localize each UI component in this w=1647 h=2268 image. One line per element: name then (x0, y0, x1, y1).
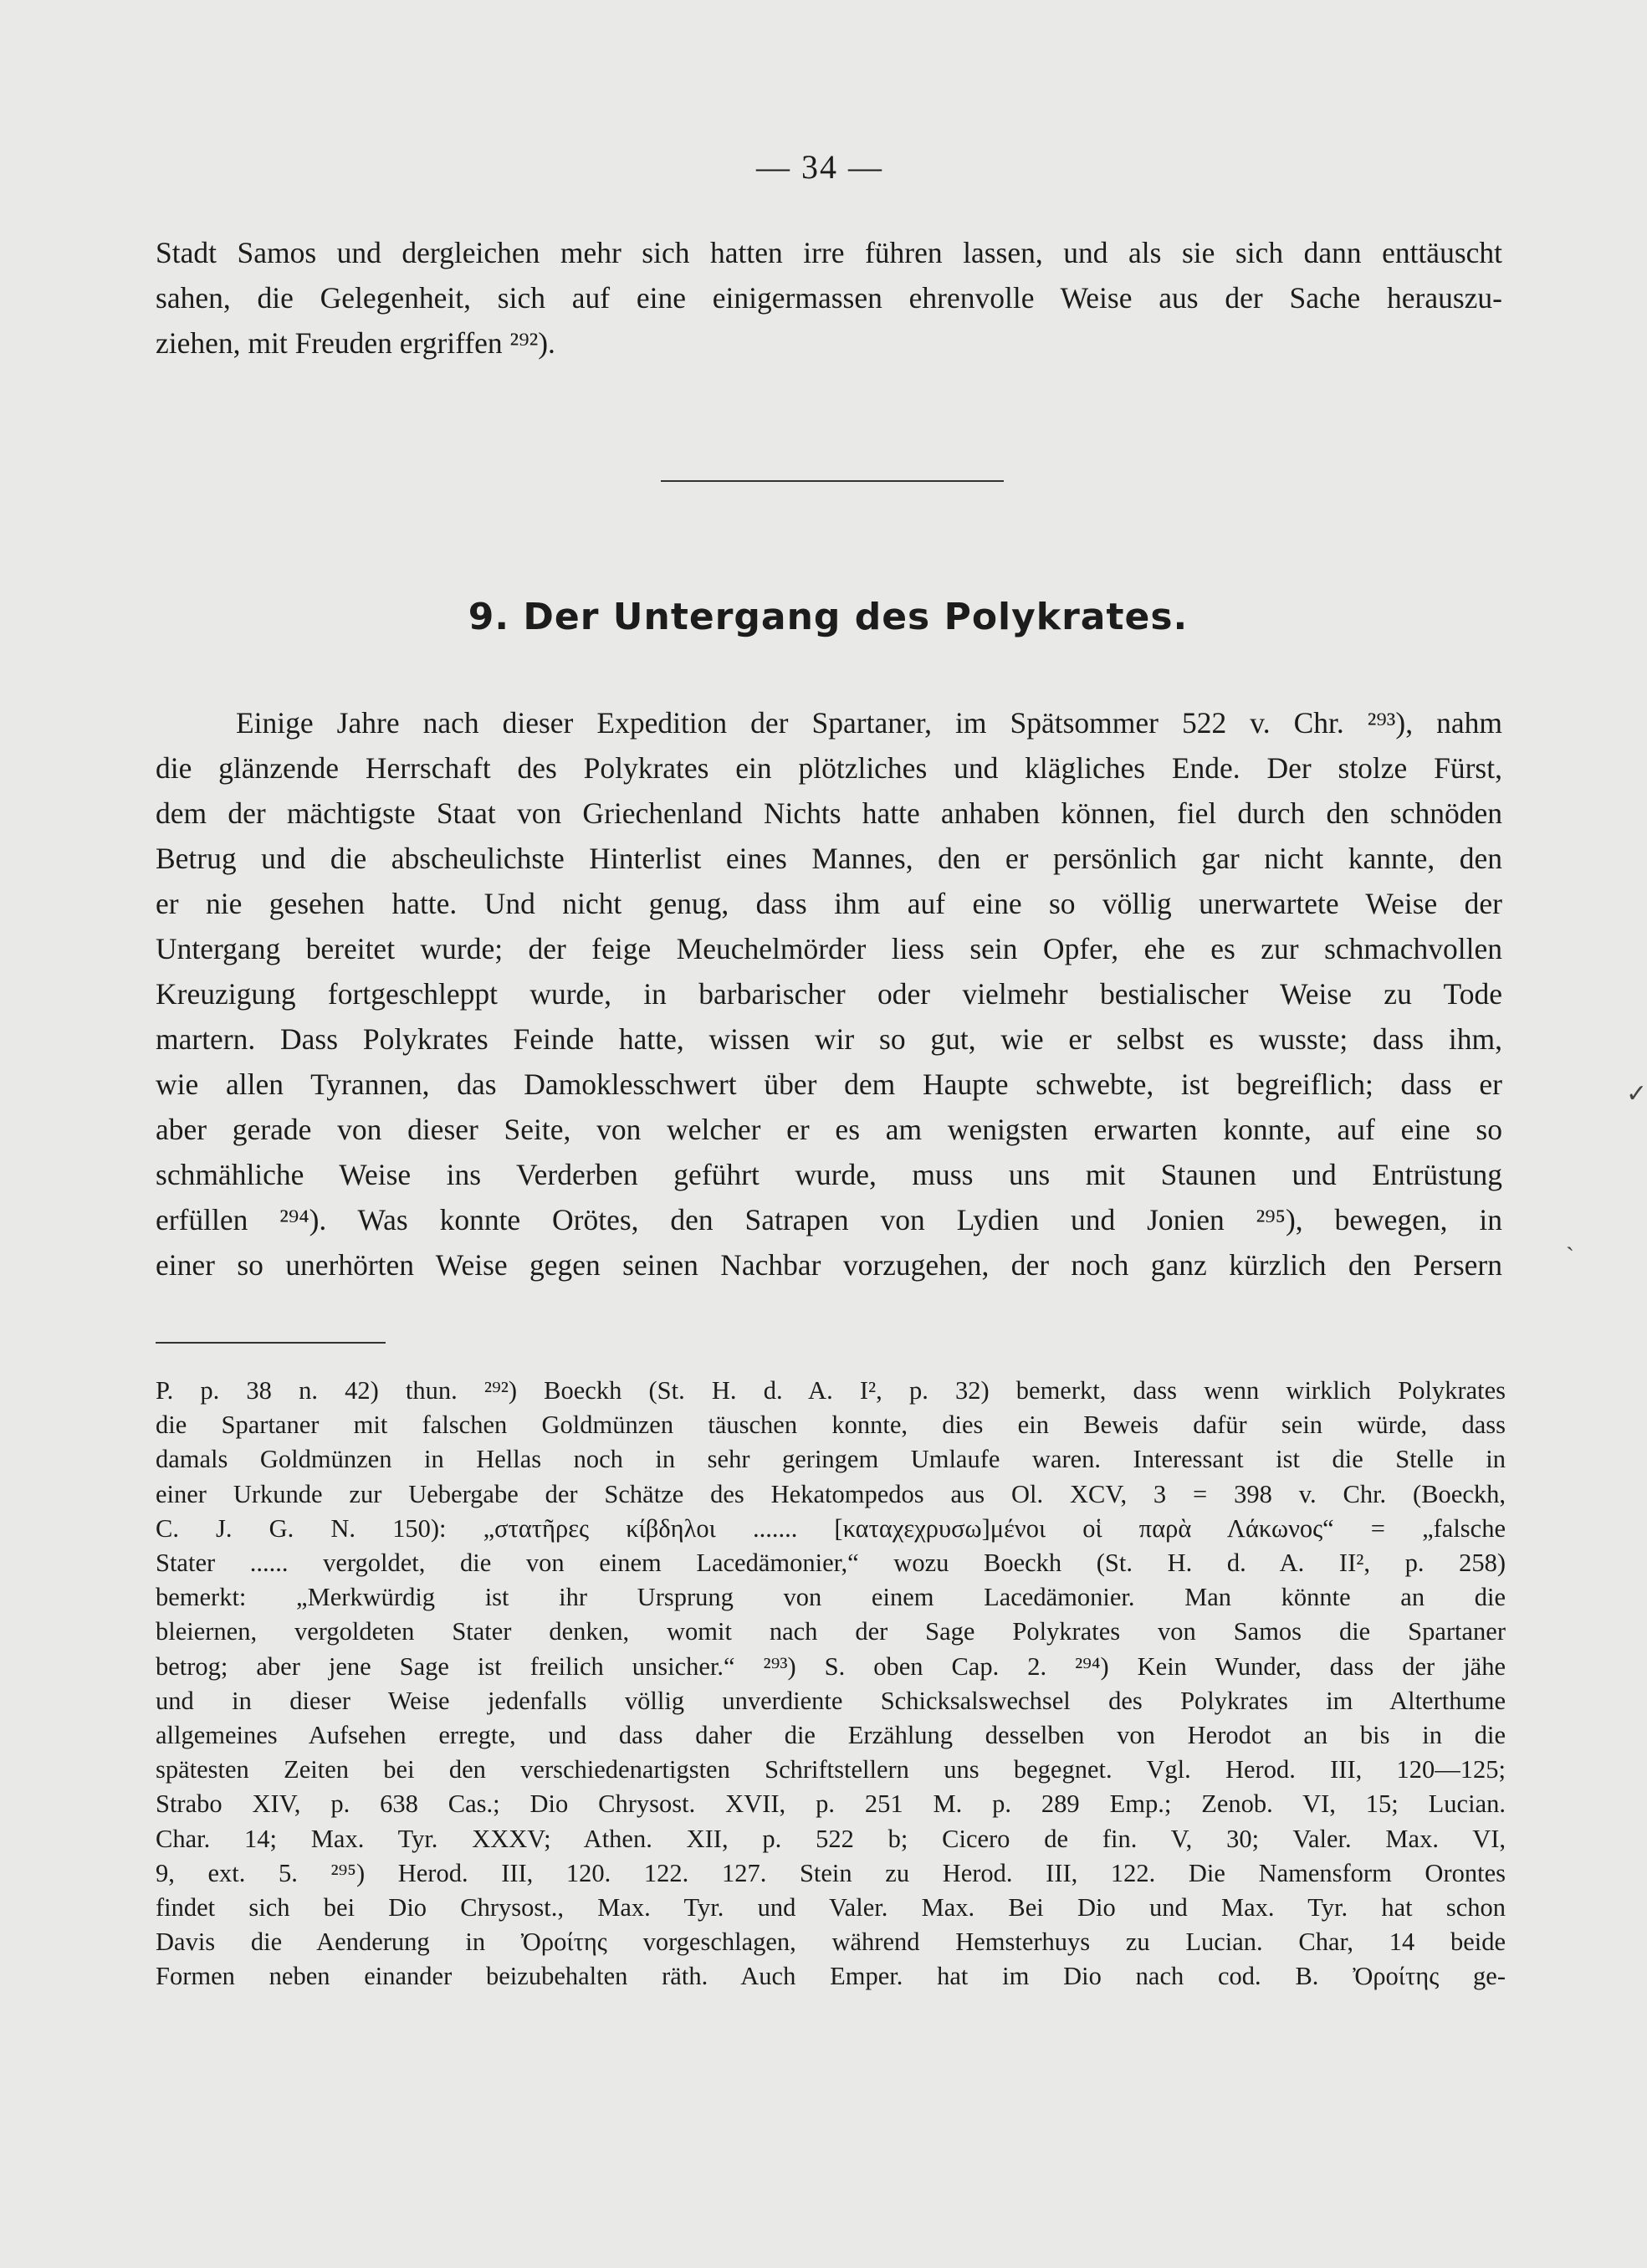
section-heading: 9. Der Untergang des Polykrates. (468, 596, 1189, 638)
footnote-divider (156, 1342, 386, 1344)
text-line: er nie gesehen hatte. Und nicht genug, dass ihm auf eine so völlig unerwartete Weise der (156, 887, 1502, 920)
text-line: ziehen, mit Freuden ergriffen ²⁹²). (156, 326, 555, 360)
margin-tick-mark: ✓ (1626, 1080, 1647, 1108)
text-line: wie allen Tyrannen, das Damoklesschwert über dem Haupte schwebte, ist begreiflich; dass er (156, 1067, 1502, 1101)
margin-tick-mark: ˋ (1566, 1242, 1574, 1270)
footnote-line: Davis die Aenderung in Ὀροίτης vorgeschlagen, während Hemsterhuys zu Lucian. Char, 14 beide (156, 1928, 1506, 1957)
footnote-line: einer Urkunde zur Uebergabe der Schätze des Hekatompedos aus Ol. XCV, 3 = 398 v. Chr. (Boeckh, (156, 1479, 1506, 1508)
footnote-line: Formen neben einander beizubehalten räth. Auch Emper. hat im Dio nach cod. B. Ὀροίτης ge- (156, 1962, 1506, 1991)
footnote-line: die Spartaner mit falschen Goldmünzen täuschen konnte, dies ein Beweis dafür sein würde, dass (156, 1410, 1506, 1440)
footnote-line: damals Goldmünzen in Hellas noch in sehr geringem Umlaufe waren. Interessant ist die Stelle in (156, 1445, 1506, 1474)
footnote-line: bemerkt: „Merkwürdig ist ihr Ursprung von einem Lacedämonier. Man könnte an die (156, 1583, 1506, 1612)
footnote-line: Stater ...... vergoldet, die von einem Lacedämonier,“ wozu Boeckh (St. H. d. A. II², p. 258) (156, 1549, 1506, 1578)
text-line: erfüllen ²⁹⁴). Was konnte Orötes, den Satrapen von Lydien und Jonien ²⁹⁵), bewegen, in (156, 1203, 1502, 1236)
text-line: die glänzende Herrschaft des Polykrates ein plötzliches und klägliches Ende. Der stolze Fürst, (156, 751, 1502, 785)
text-line: sahen, die Gelegenheit, sich auf eine einigermassen ehrenvolle Weise aus der Sache herauszu- (156, 281, 1502, 315)
footnote-line: findet sich bei Dio Chrysost., Max. Tyr. und Valer. Max. Bei Dio und Max. Tyr. hat schon (156, 1893, 1506, 1922)
text-line: Untergang bereitet wurde; der feige Meuchelmörder liess sein Opfer, ehe es zur schmachvollen (156, 932, 1502, 965)
footnote-line: 9, ext. 5. ²⁹⁵) Herod. III, 120. 122. 127. Stein zu Herod. III, 122. Die Namensform Orontes (156, 1858, 1506, 1887)
text-line: einer so unerhörten Weise gegen seinen Nachbar vorzugehen, der noch ganz kürzlich den Persern (156, 1248, 1502, 1282)
footnote-line: allgemeines Aufsehen erregte, und dass daher die Erzählung desselben von Herodot an bis in die (156, 1721, 1506, 1750)
main-paragraph (156, 700, 1502, 1288)
footnote-line: bleiernen, vergoldeten Stater denken, womit nach der Sage Polykrates von Samos die Spartaner (156, 1617, 1506, 1646)
footnotes (156, 1374, 1506, 1994)
text-line: dem der mächtigste Staat von Griechenland Nichts hatte anhaben können, fiel durch den schnöden (156, 796, 1502, 830)
page-number: — 34 — (756, 148, 883, 186)
footnote-line: P. p. 38 n. 42) thun. ²⁹²) Boeckh (St. H. d. A. I², p. 32) bemerkt, dass wenn wirklich Polykrates (156, 1376, 1506, 1405)
footnote-line: Strabo XIV, p. 638 Cas.; Dio Chrysost. XVII, p. 251 M. p. 289 Emp.; Zenob. VI, 15; Lucian. (156, 1789, 1506, 1819)
text-line: schmähliche Weise ins Verderben geführt wurde, muss uns mit Staunen und Entrüstung (156, 1158, 1502, 1191)
footnote-line: C. J. G. N. 150): „στατῆρες κίβδηλοι ....... [καταχεχρυσω]μένοι οἱ παρὰ Λάκωνος“ = „falsche (156, 1513, 1506, 1543)
text-line: martern. Dass Polykrates Feinde hatte, wissen wir so gut, wie er selbst es wusste; dass ihm, (156, 1022, 1502, 1056)
footnote-line: und in dieser Weise jedenfalls völlig unverdiente Schicksalswechsel des Polykrates im Alterthume (156, 1686, 1506, 1715)
intro-paragraph (156, 230, 1502, 366)
text-line: Stadt Samos und dergleichen mehr sich hatten irre führen lassen, und als sie sich dann enttäuscht (156, 236, 1502, 269)
footnote-line: Char. 14; Max. Tyr. XXXV; Athen. XII, p. 522 b; Cicero de fin. V, 30; Valer. Max. VI, (156, 1824, 1506, 1853)
footnote-line: betrog; aber jene Sage ist freilich unsicher.“ ²⁹³) S. oben Cap. 2. ²⁹⁴) Kein Wunder, dass der jähe (156, 1651, 1506, 1681)
text-line: Betrug und die abscheulichste Hinterlist eines Mannes, den er persönlich gar nicht kannte, den (156, 842, 1502, 875)
text-line: aber gerade von dieser Seite, von welcher er es am wenigsten erwarten konnte, auf eine so (156, 1113, 1502, 1146)
footnote-line: spätesten Zeiten bei den verschiedenartigsten Schriftstellern uns begegnet. Vgl. Herod. III, 120—125; (156, 1755, 1506, 1784)
section-divider (661, 480, 1004, 482)
text-line: Kreuzigung fortgeschleppt wurde, in barbarischer oder vielmehr bestialischer Weise zu Tode (156, 977, 1502, 1011)
text-line: Einige Jahre nach dieser Expedition der Spartaner, im Spätsommer 522 v. Chr. ²⁹³), nahm (236, 706, 1502, 740)
